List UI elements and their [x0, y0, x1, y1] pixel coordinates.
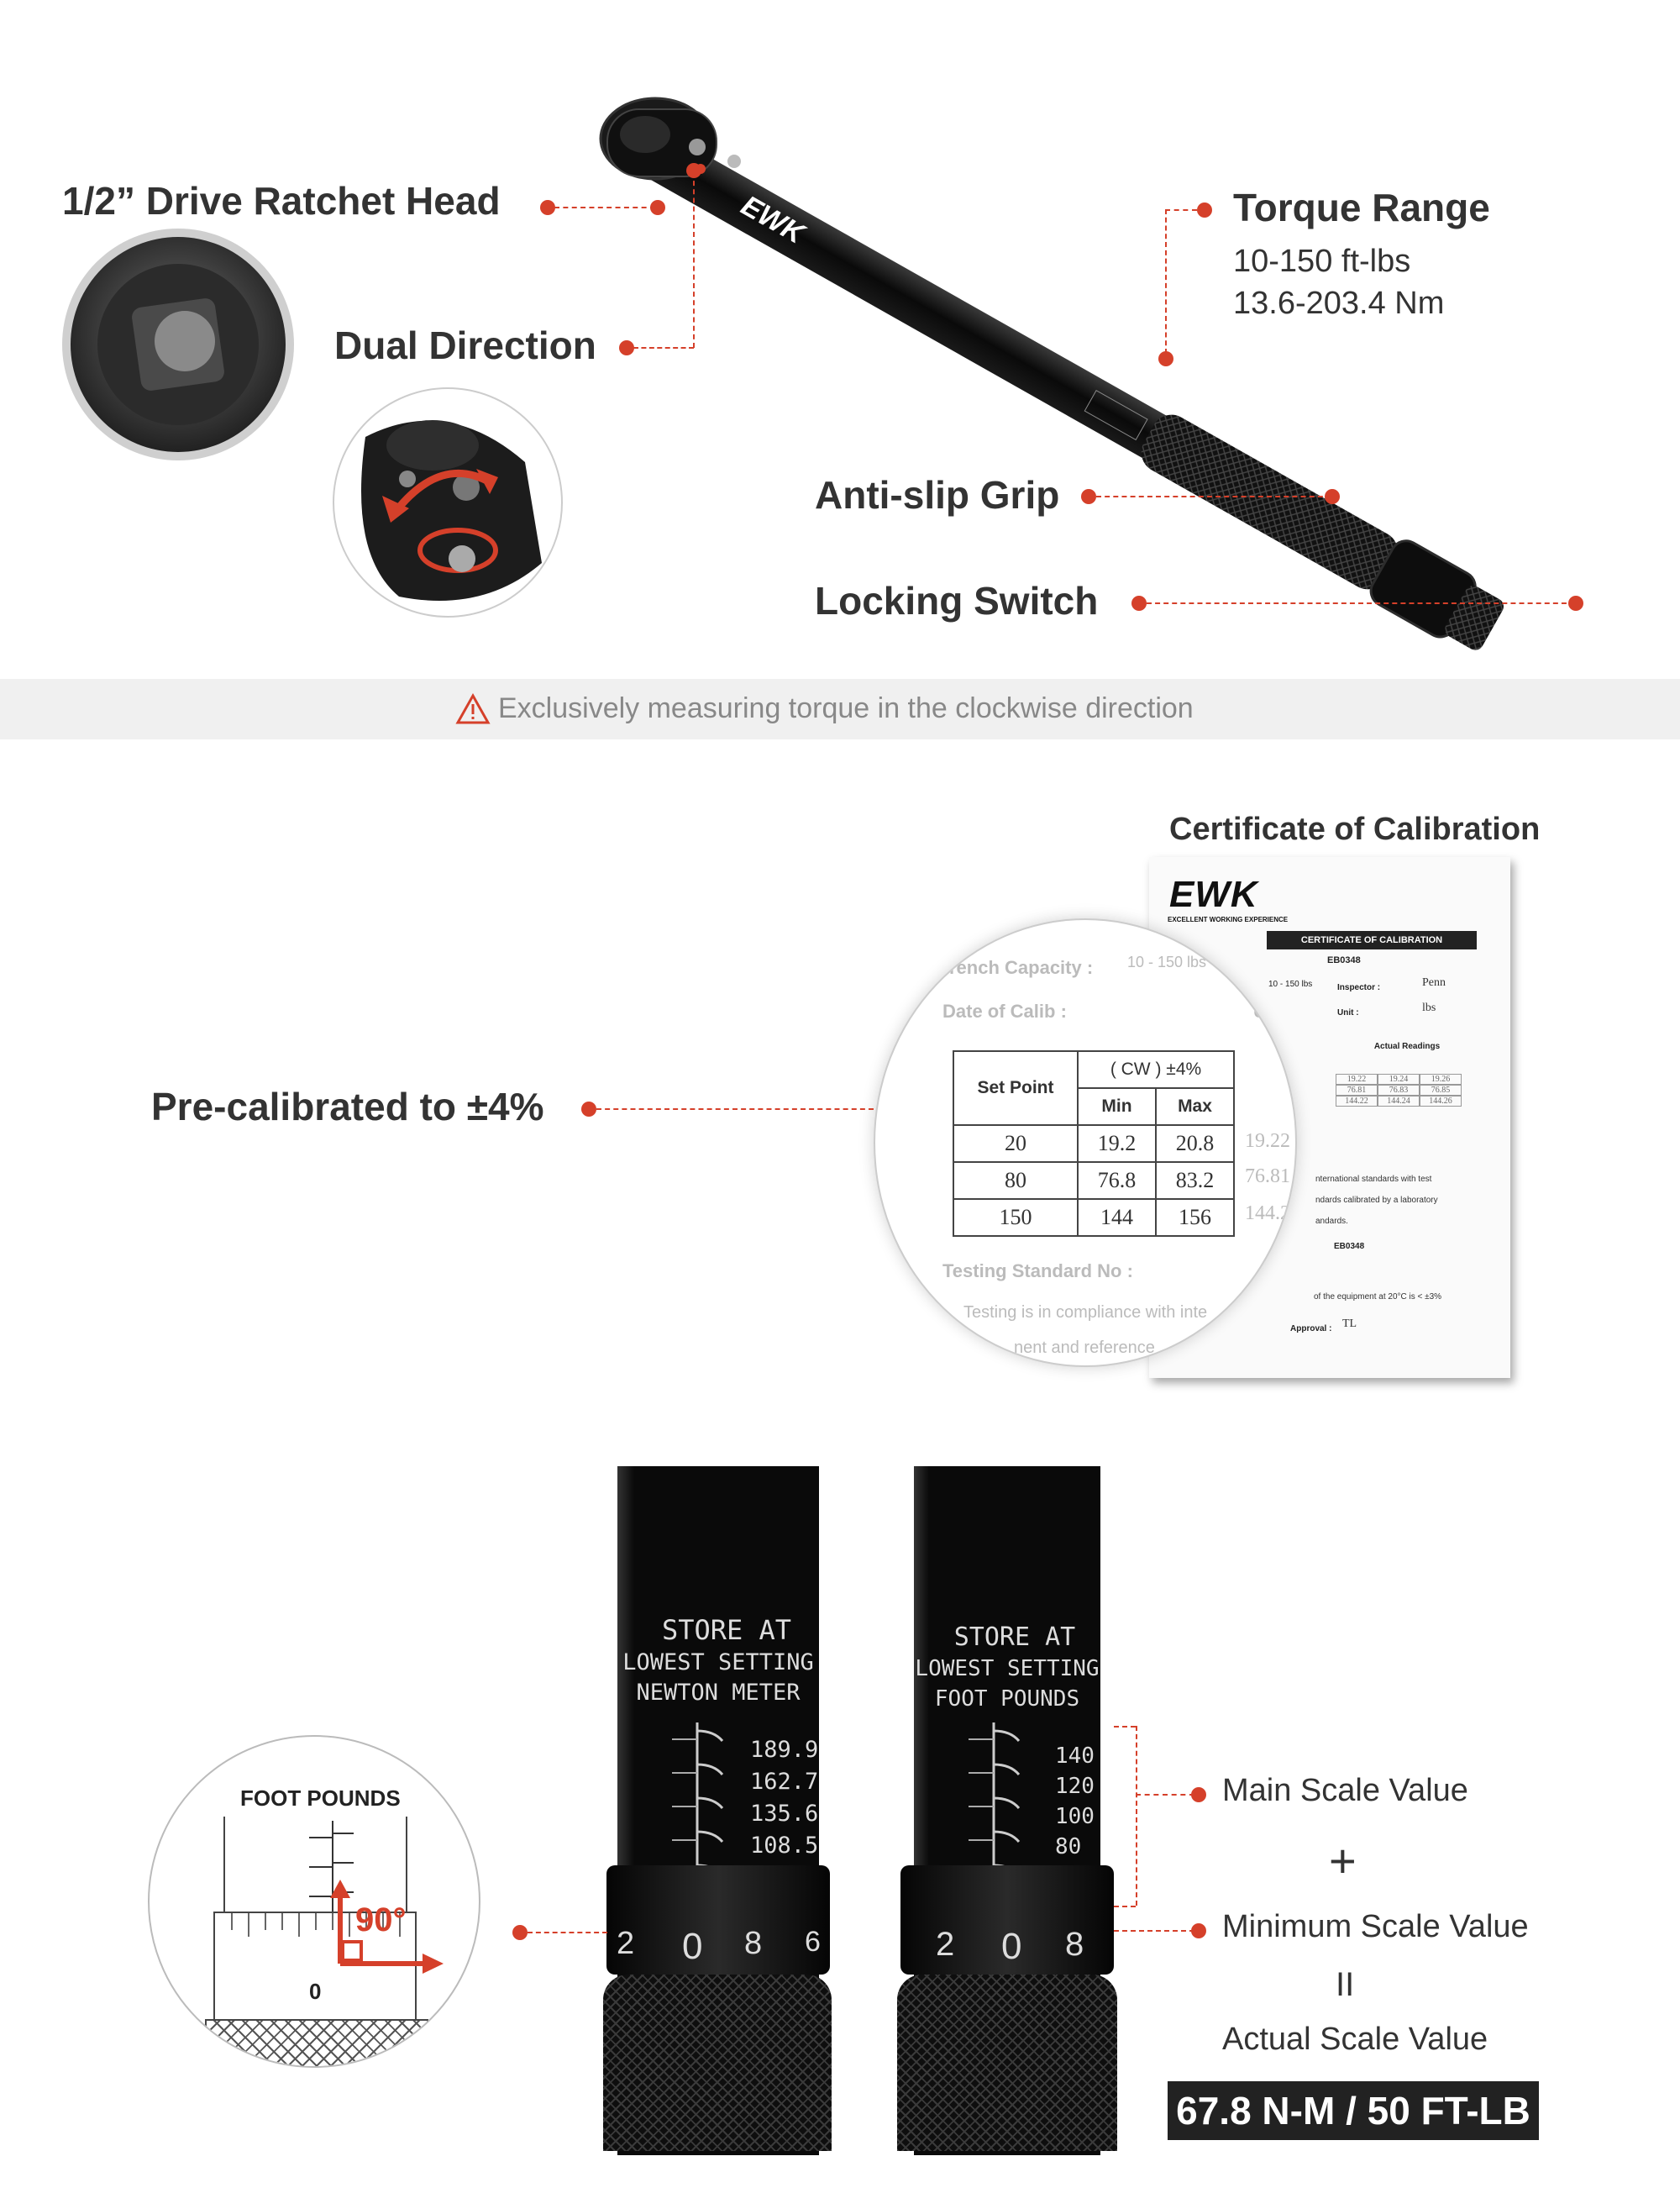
- main-scale-bracket-bottom: [1114, 1906, 1136, 1907]
- ratchet-head-leader: [554, 207, 655, 208]
- magnifier-wrench-capacity-label: rench Capacity :: [949, 957, 1094, 978]
- table-row: [953, 1125, 1234, 1162]
- max-cell: 20.8: [1156, 1125, 1234, 1162]
- certificate-inspector-label: Inspector :: [1337, 983, 1381, 992]
- inset-base-knurl: [205, 2019, 428, 2068]
- pre-calibrated-label: Pre-calibrated to ±4%: [151, 1085, 544, 1128]
- ftlb-collar-num-1: 2: [936, 1926, 955, 1963]
- certificate-heading: Certificate of Calibration: [1169, 812, 1541, 847]
- header-set-point: Set Point: [953, 1051, 1078, 1125]
- anti-slip-grip-label: Anti-slip Grip: [815, 473, 1060, 517]
- anti-slip-grip-dot-left: [1081, 489, 1096, 504]
- ftlb-knurled-grip: [897, 1975, 1117, 2151]
- readings-row: [1336, 1096, 1462, 1107]
- torque-range-leader-v: [1165, 209, 1167, 354]
- inset-foot-pounds: FOOT POUNDS: [240, 1785, 401, 1811]
- magnifier-side-value-2: 76.81: [1245, 1165, 1290, 1187]
- dual-direction-closeup-image: [332, 387, 567, 622]
- main-scale-bracket-top: [1114, 1726, 1136, 1728]
- nm-collar: [606, 1865, 830, 1975]
- nm-value-4: 108.5: [750, 1833, 819, 1859]
- reading-cell: 19.24: [1378, 1074, 1420, 1085]
- nm-value-2: 162.7: [750, 1769, 819, 1795]
- reading-cell: 76.81: [1336, 1085, 1378, 1096]
- nm-collar-num-1: 2: [617, 1926, 635, 1961]
- nm-collar-num-3: 8: [744, 1926, 763, 1961]
- locking-switch-leader: [1147, 602, 1575, 604]
- ftlb-value-4: 80: [1055, 1834, 1082, 1859]
- ftlb-collar: [900, 1865, 1114, 1975]
- svg-text:EWK: EWK: [735, 189, 810, 250]
- inset-dot: [512, 1925, 528, 1940]
- certificate-unit-label: Unit :: [1337, 1008, 1359, 1018]
- certificate-unit-value: lbs: [1422, 1002, 1436, 1014]
- min-cell: 19.2: [1078, 1125, 1156, 1162]
- torque-range-nm: 13.6-203.4 Nm: [1233, 286, 1445, 321]
- certificate-range: 10 - 150 lbs: [1268, 980, 1313, 989]
- anti-slip-grip-dot-right: [1325, 489, 1340, 504]
- magnifier-side-value-1: 19.22: [1245, 1130, 1290, 1152]
- readings-row: [1336, 1074, 1462, 1085]
- minimum-scale-dot: [1191, 1923, 1206, 1938]
- pre-calibrated-dot: [581, 1102, 596, 1117]
- inset-angle-label: 90°: [355, 1901, 407, 1938]
- reading-cell: 144.22: [1336, 1096, 1378, 1107]
- reading-cell: 144.26: [1420, 1096, 1462, 1107]
- ftlb-collar-num-2: 0: [1001, 1926, 1022, 1967]
- torque-range-leader-h: [1165, 209, 1197, 211]
- reading-cell: 19.26: [1420, 1074, 1462, 1085]
- torque-range-ftlbs: 10-150 ft-lbs: [1233, 244, 1411, 279]
- main-scale-dot: [1191, 1787, 1206, 1802]
- reading-cell: 19.22: [1336, 1074, 1378, 1085]
- ratchet-head-label: 1/2” Drive Ratchet Head: [62, 179, 501, 223]
- header-max: Max: [1156, 1088, 1234, 1125]
- certificate-text-line3: andards.: [1315, 1217, 1348, 1226]
- reading-cell: 144.24: [1378, 1096, 1420, 1107]
- ftlb-value-1: 140: [1055, 1743, 1095, 1769]
- certificate-readings-grid: [1336, 1074, 1462, 1107]
- table-row: [953, 1162, 1234, 1199]
- header-cw-tolerance: ( CW ) ±4%: [1078, 1051, 1234, 1088]
- calibration-tolerance-table: [953, 1050, 1235, 1237]
- reading-cell: 76.85: [1420, 1085, 1462, 1096]
- minimum-scale-label: Minimum Scale Value: [1222, 1909, 1529, 1944]
- magnifier-unit-fragment: Un: [1253, 1001, 1278, 1022]
- nm-value-1: 189.9: [750, 1737, 819, 1763]
- locking-switch-dot-right: [1568, 596, 1583, 611]
- inset-leader: [528, 1932, 607, 1933]
- dual-direction-leader-h: [633, 347, 694, 349]
- torque-range-dot: [1197, 202, 1212, 218]
- table-row: [953, 1199, 1234, 1236]
- certificate-serial-2: EB0348: [1334, 1242, 1365, 1251]
- certificate-equipment-note: of the equipment at 20°C is < ±3%: [1314, 1292, 1442, 1302]
- certificate-text-line2: ndards calibrated by a laboratory: [1315, 1196, 1438, 1205]
- certificate-approval-label: Approval :: [1290, 1324, 1332, 1333]
- nm-store-at: STORE AT: [661, 1614, 792, 1646]
- magnifier-date-label: Date of Calib :: [942, 1001, 1067, 1022]
- certificate-text-line1: nternational standards with test: [1315, 1175, 1432, 1184]
- magnifier-compliance: Testing is in compliance with inte: [963, 1303, 1208, 1322]
- set-point-cell: 80: [953, 1162, 1078, 1199]
- ftlb-collar-num-3: 8: [1065, 1926, 1084, 1963]
- reading-cell: 76.83: [1378, 1085, 1420, 1096]
- max-cell: 83.2: [1156, 1162, 1234, 1199]
- anti-slip-grip-leader: [1096, 496, 1331, 497]
- header-min: Min: [1078, 1088, 1156, 1125]
- torque-range-dot-wrench: [1158, 351, 1173, 366]
- certificate-serial: EB0348: [1327, 955, 1361, 965]
- certificate-actual-readings-label: Actual Readings: [1373, 1042, 1441, 1051]
- calibration-magnifier: [874, 918, 1297, 1367]
- ftlb-value-3: 100: [1055, 1804, 1095, 1829]
- certificate-inspector-value: Penn: [1422, 976, 1446, 989]
- pre-calibrated-leader: [596, 1108, 874, 1110]
- magnifier-side-value-3: 144.2: [1245, 1202, 1290, 1224]
- set-point-cell: 150: [953, 1199, 1078, 1236]
- ftlb-store-at: STORE AT: [953, 1622, 1076, 1652]
- inset-zero: 0: [309, 1979, 322, 2004]
- magnifier-wrench-capacity-value: 10 - 150 lbs: [1127, 954, 1207, 970]
- table-header-row: [953, 1051, 1234, 1088]
- certificate-title-bar: CERTIFICATE OF CALIBRATION: [1267, 931, 1477, 949]
- ftlb-value-2: 120: [1055, 1774, 1095, 1799]
- nm-collar-num-4: 6: [805, 1926, 821, 1958]
- ftlb-lowest-setting: LOWEST SETTING: [915, 1656, 1100, 1681]
- ratchet-head-dot-left: [540, 200, 555, 215]
- certificate-approval-value: TL: [1342, 1317, 1357, 1330]
- magnifier-reference: nent and reference: [1014, 1338, 1155, 1357]
- main-scale-leader: [1136, 1794, 1194, 1796]
- min-cell: 144: [1078, 1199, 1156, 1236]
- certificate-brand-tagline: EXCELLENT WORKING EXPERIENCE: [1168, 916, 1289, 923]
- ratchet-head-dot-right: [650, 200, 665, 215]
- ratchet-head-closeup-image: [60, 227, 304, 471]
- main-scale-bracket-v: [1136, 1726, 1137, 1906]
- clockwise-notice-band: [0, 679, 1680, 739]
- warning-triangle-icon: [456, 694, 490, 724]
- nm-value-3: 135.6: [750, 1801, 819, 1827]
- dual-direction-dot-wrench: [686, 163, 701, 178]
- equals-sign: II: [1336, 1966, 1355, 2003]
- minimum-scale-leader: [1114, 1930, 1194, 1932]
- max-cell: 156: [1156, 1199, 1234, 1236]
- actual-scale-label: Actual Scale Value: [1222, 2022, 1488, 2057]
- nm-unit: NEWTON METER: [636, 1680, 801, 1706]
- certificate-brand-logo: EWK: [1169, 874, 1258, 915]
- result-value-box: 67.8 N-M / 50 FT-LB: [1168, 2081, 1539, 2140]
- readings-row: [1336, 1085, 1462, 1096]
- dual-direction-label: Dual Direction: [334, 323, 596, 367]
- main-scale-label: Main Scale Value: [1222, 1773, 1468, 1808]
- clockwise-notice-text: Exclusively measuring torque in the clockwise direction: [498, 692, 1194, 724]
- nm-collar-num-2: 0: [682, 1926, 703, 1967]
- set-point-cell: 20: [953, 1125, 1078, 1162]
- locking-switch-label: Locking Switch: [815, 579, 1099, 623]
- magnifier-testing-standard: Testing Standard No :: [942, 1260, 1133, 1281]
- nm-lowest-setting: LOWEST SETTING: [622, 1649, 814, 1675]
- dual-direction-dot: [619, 340, 634, 355]
- dual-direction-leader-v: [693, 172, 695, 348]
- min-cell: 76.8: [1078, 1162, 1156, 1199]
- plus-sign: +: [1329, 1834, 1357, 1887]
- nm-knurled-grip: [603, 1975, 832, 2151]
- locking-switch-dot-left: [1131, 596, 1147, 611]
- scale-inset-magnifier: [148, 1735, 480, 2068]
- torque-range-title: Torque Range: [1233, 186, 1490, 229]
- ftlb-unit: FOOT POUNDS: [934, 1686, 1080, 1712]
